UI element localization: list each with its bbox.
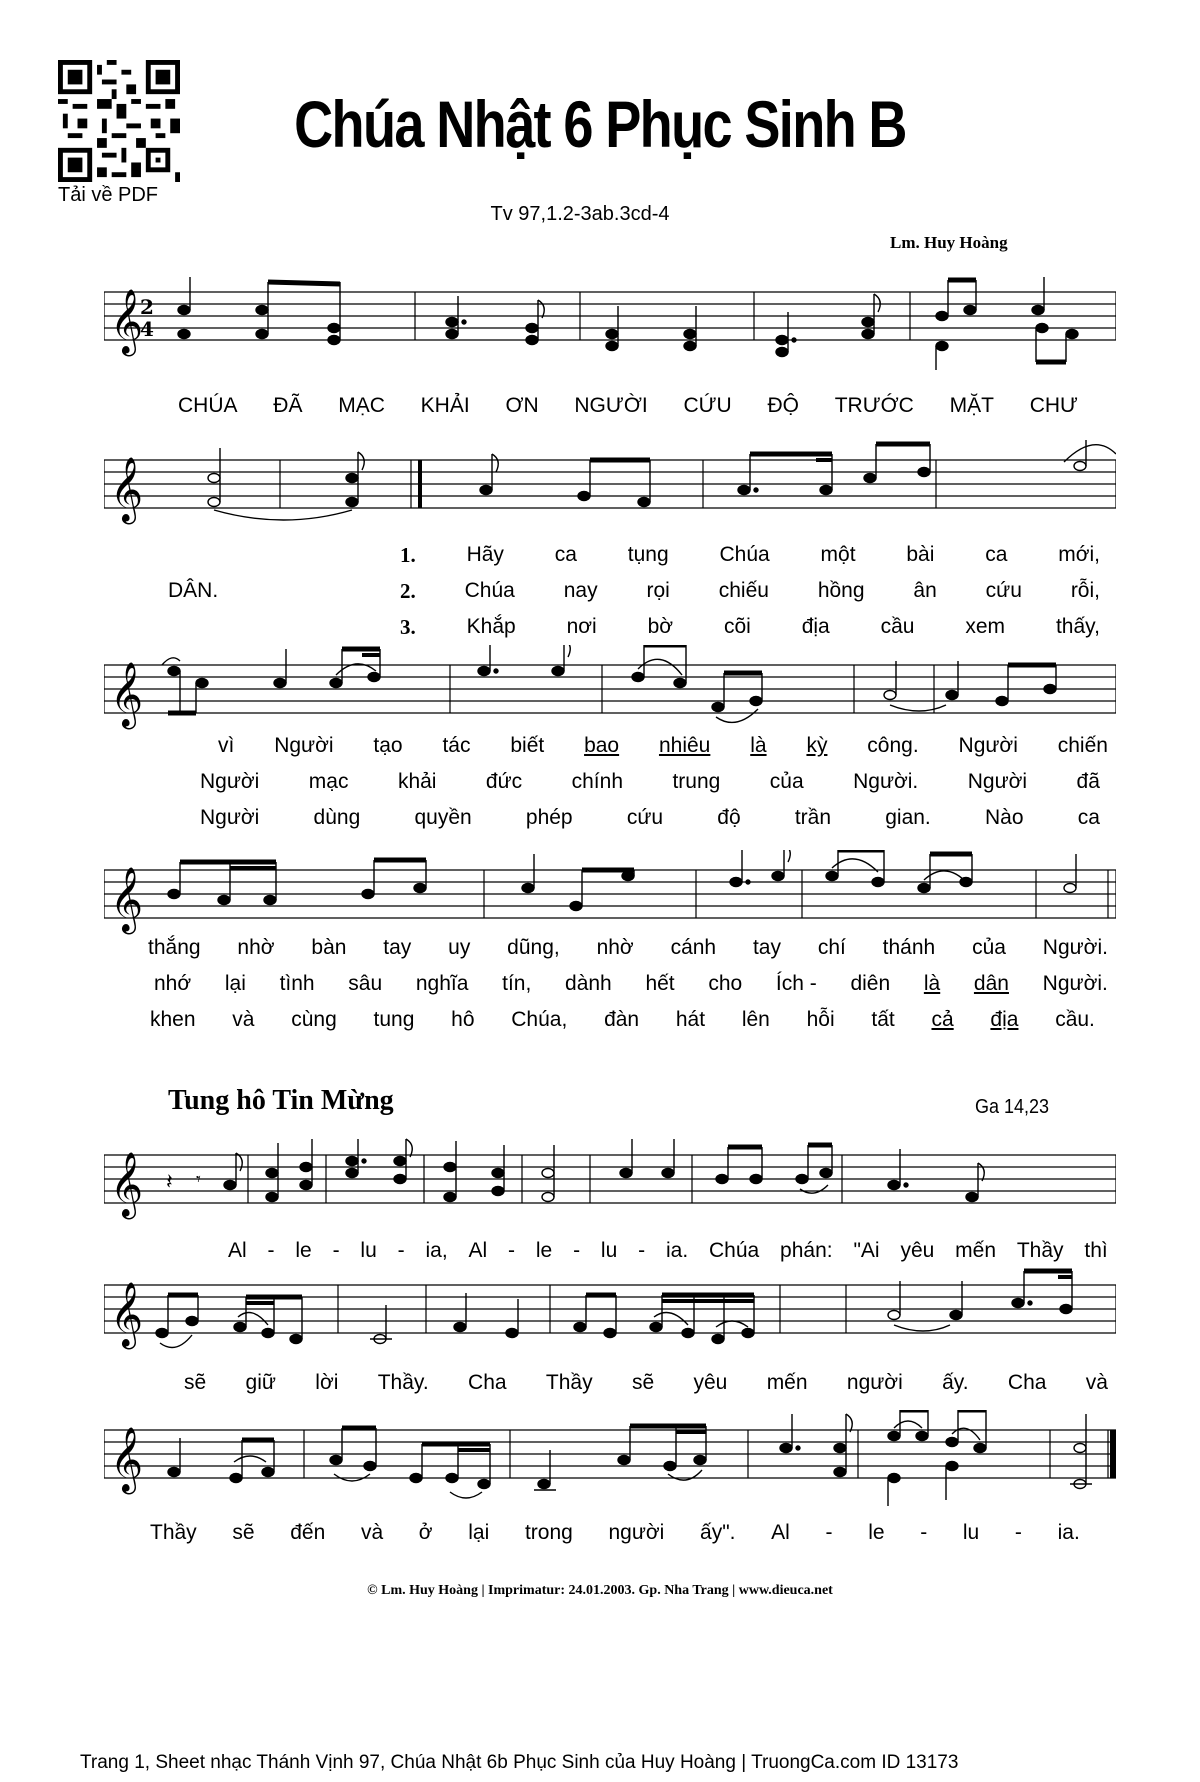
svg-text:2: 2 <box>140 295 154 319</box>
music-staff-5 <box>104 1135 1116 1235</box>
verse-2-lyrics: 2. Chúa nay rọi chiếu hồng ân cứu rỗi, <box>400 578 1100 603</box>
gospel-reference: Ga 14,23 <box>975 1096 1050 1118</box>
music-staff-6 <box>104 1265 1116 1365</box>
gospel-lyrics-line-3: Thầy sẽ đến và ở lại trong người ấy". Al - le - lu - ia. <box>150 1521 1080 1544</box>
treble-clef-icon: 𝄞 <box>110 289 144 354</box>
svg-text:4: 4 <box>140 317 154 341</box>
svg-text:𝄞: 𝄞 <box>110 457 144 522</box>
verse-3-lyrics-end: khen và cùng tung hô Chúa, đàn hát lên hỗi tất cả địa cầu. <box>150 1008 1095 1031</box>
verse-3-lyrics-cont: Người dùng quyền phép cứu độ trần gian. Nào ca <box>200 806 1100 829</box>
music-staff-7 <box>104 1410 1116 1520</box>
svg-text:𝄞: 𝄞 <box>110 662 144 727</box>
verse-1-lyrics-end: thắng nhờ bàn tay uy dũng, nhờ cánh tay chí thánh của Người. <box>148 936 1108 959</box>
svg-text:𝄾: 𝄾 <box>196 1169 201 1190</box>
psalm-reference: Tv 97,1.2-3ab.3cd-4 <box>490 203 670 225</box>
music-staff-2 <box>104 440 1116 540</box>
page-title: Chúa Nhật 6 Phục Sinh B <box>294 87 906 161</box>
svg-text:𝄞: 𝄞 <box>110 1282 144 1347</box>
gospel-lyrics-line-2: sẽ giữ lời Thầy. Cha Thầy sẽ yêu mến người ấy. Cha và <box>184 1371 1108 1394</box>
verse-1-lyrics: 1. Hãy ca tụng Chúa một bài ca mới, <box>400 542 1100 567</box>
svg-text:𝄽: 𝄽 <box>166 1170 173 1195</box>
composer-name: Lm. Huy Hoàng <box>890 233 1008 252</box>
gospel-acclamation-title: Tung hô Tin Mừng <box>168 1085 394 1116</box>
refrain-end-lyric: DÂN. <box>168 579 219 602</box>
music-staff-1 <box>104 272 1116 392</box>
svg-text:𝄞: 𝄞 <box>110 1427 144 1492</box>
copyright-notice: © Lm. Huy Hoàng | Imprimatur: 24.01.2003. Gp. Nha Trang | www.dieuca.net <box>367 1583 833 1598</box>
gospel-lyrics-line-1: Al - le - lu - ia, Al - le - lu - ia. Chúa phán: "Ai yêu mến Thầy thì <box>228 1239 1108 1262</box>
svg-text:𝄞: 𝄞 <box>110 867 144 932</box>
verse-3-lyrics: 3. Khắp nơi bờ cõi địa cầu xem thấy, <box>400 614 1100 639</box>
page-footer: Trang 1, Sheet nhạc Thánh Vịnh 97, Chúa Nhật 6b Phục Sinh của Huy Hoàng | TruongCa.com ID 13173 <box>80 1752 959 1773</box>
refrain-lyrics-line: CHÚA ĐÃ MẠC KHẢI ƠN NGƯỜI CỨU ĐỘ TRƯỚC MẶT CHƯ <box>178 394 1078 417</box>
download-pdf-link[interactable]: Tải về PDF <box>58 184 159 206</box>
verse-2-lyrics-cont: Người mạc khải đức chính trung của Người. Người đã <box>200 770 1100 793</box>
verse-2-lyrics-end: nhớ lại tình sâu nghĩa tín, dành hết cho Ích - diên là dân Người. <box>154 972 1108 995</box>
verse-1-lyrics-cont: vì Người tạo tác biết bao nhiêu là kỳ công. Người chiến <box>218 734 1108 757</box>
svg-text:𝄞: 𝄞 <box>110 1152 144 1217</box>
